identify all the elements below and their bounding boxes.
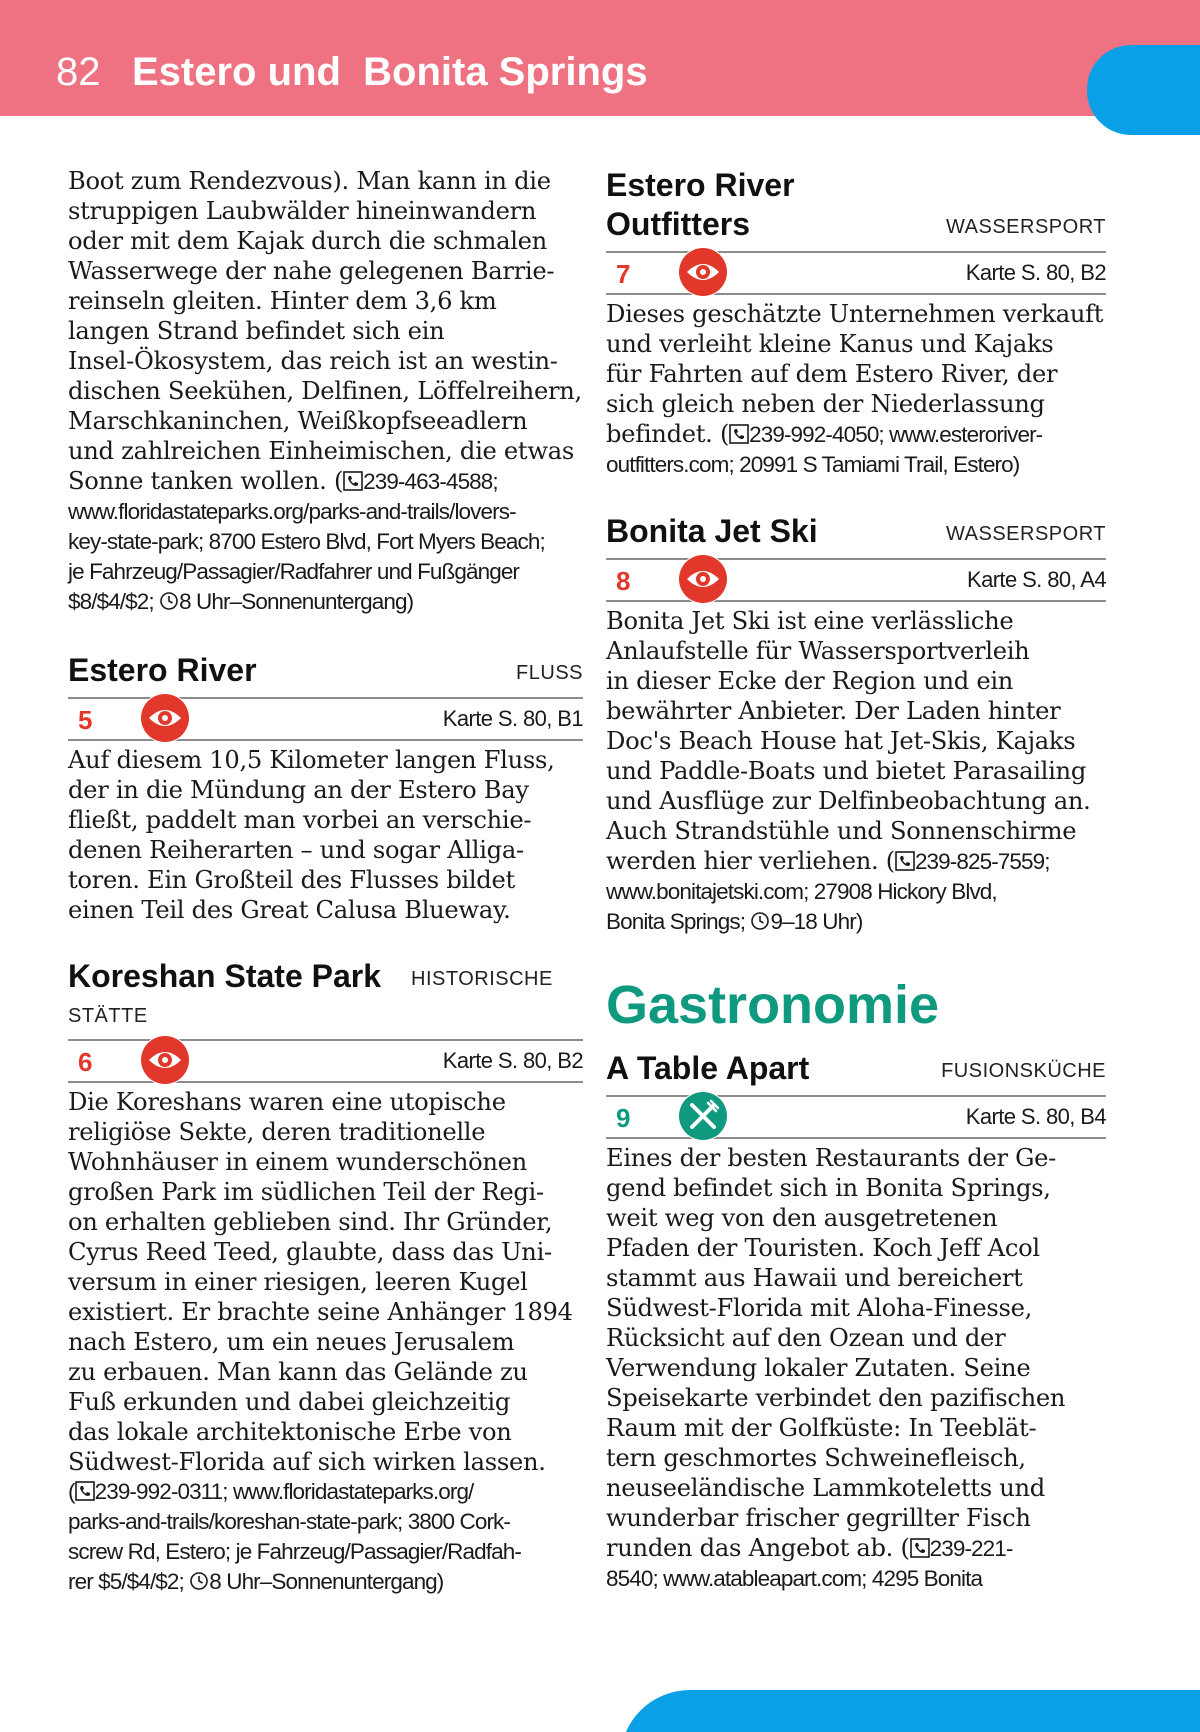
- text-line: Dieses geschätzte Unternehmen verkauft: [606, 300, 1104, 328]
- entry-description: [606, 606, 1106, 877]
- info-line: [68, 587, 583, 617]
- text-line: Boot zum Rendezvous). Man kann in die: [68, 167, 551, 195]
- text-line: bewährter Anbieter. Der Laden hinter: [606, 697, 1061, 725]
- text-line: Raum mit der Golfküste: In Teeblät-: [606, 1414, 1037, 1442]
- entry-header: [68, 957, 583, 995]
- entry-title: Bonita Jet Ski: [606, 513, 818, 549]
- entry-info: [606, 450, 1106, 480]
- entry-bonita-jet-ski: [606, 512, 1106, 937]
- entry-number: 9: [616, 1103, 631, 1133]
- text-line: das lokale architektonische Erbe von: [68, 1418, 512, 1446]
- text-line: Auch Strandstühle und Sonnenschirme: [606, 817, 1077, 845]
- entry-title-continued: Outfitters: [606, 206, 750, 242]
- text-line: toren. Ein Großteil des Flusses bildet: [68, 866, 515, 894]
- entry-category: WASSERSPORT: [946, 523, 1106, 545]
- entry-title: A Table Apart: [606, 1050, 810, 1086]
- text-line: oder mit dem Kajak durch die schmalen: [68, 227, 547, 255]
- text-line: und Paddle-Boats und bietet Parasailing: [606, 757, 1086, 785]
- entry-meta-row: [606, 1095, 1106, 1139]
- entry-header: [68, 651, 583, 689]
- text-line: in dieser Ecke der Region und ein: [606, 667, 1014, 695]
- info-line[interactable]: www.floridastateparks.org/parks-and-trails/lovers-: [68, 499, 516, 524]
- text-fragment: runden das Angebot ab. (: [606, 1534, 910, 1562]
- eye-icon: [678, 247, 728, 297]
- entry-meta-row: [68, 697, 583, 741]
- text-line: langen Strand befindet sich ein: [68, 317, 445, 345]
- info-line: parks-and-trails/koreshan-state-park; 3800 Cork-: [68, 1509, 511, 1534]
- clock-icon: [159, 591, 179, 611]
- info-line: [68, 1477, 583, 1507]
- intro-text: [68, 166, 583, 497]
- left-column: [68, 166, 583, 1597]
- clock-icon: [750, 911, 770, 931]
- entry-title: Estero River: [68, 652, 257, 688]
- text-line: Marschkaninchen, Weißkopfseeadlern: [68, 407, 528, 435]
- text-line: und verleiht kleine Kanus und Kajaks: [606, 330, 1054, 358]
- text-fragment: Sonne tanken wollen. (: [68, 467, 344, 495]
- clock-icon: [189, 1571, 209, 1591]
- text-line: für Fahrten auf dem Estero River, der: [606, 360, 1058, 388]
- text-line: zu erbauen. Man kann das Gelände zu: [68, 1358, 528, 1386]
- info-line: [68, 1567, 583, 1597]
- phone-icon: [729, 424, 749, 444]
- hours-text: 8 Uhr–Sonnenuntergang): [179, 589, 414, 614]
- map-reference: Karte S. 80, A4: [967, 567, 1106, 592]
- info-line: [606, 907, 1106, 937]
- entry-koreshan-state-park: [68, 957, 583, 1597]
- page-number: 82: [56, 50, 101, 94]
- entry-number: 5: [78, 705, 93, 735]
- section-title: Gastronomie: [606, 975, 940, 1035]
- phone-icon: [343, 471, 363, 491]
- hours-text: 9–18 Uhr): [770, 909, 863, 934]
- entry-meta-row: [68, 1039, 583, 1083]
- text-line: on erhalten geblieben sind. Ihr Gründer,: [68, 1208, 553, 1236]
- entry-number: 6: [78, 1047, 93, 1077]
- text-line: Eines der besten Restaurants der Ge-: [606, 1144, 1057, 1172]
- price-text: $8/$4/$2;: [68, 589, 160, 614]
- entry-category-continued: STÄTTE: [68, 1005, 148, 1027]
- entry-category: FLUSS: [516, 662, 583, 684]
- entry-title: Koreshan State Park: [68, 958, 382, 994]
- text-line: neuseeländische Lammkoteletts und: [606, 1474, 1045, 1502]
- entry-description: [606, 299, 1106, 450]
- phone-number[interactable]: 239-825-7559;: [914, 849, 1050, 874]
- text-line: Insel-Ökosystem, das reich ist an westin-: [68, 347, 558, 375]
- page-title: Estero und Bonita Springs: [132, 50, 648, 94]
- entry-description: [68, 745, 583, 925]
- entry-description: [68, 1087, 583, 1477]
- text-line: [606, 846, 1106, 877]
- text-line: Südwest-Florida auf sich wirken lassen.: [68, 1448, 546, 1476]
- text-line: Südwest-Florida mit Aloha-Finesse,: [606, 1294, 1032, 1322]
- text-line: der in die Mündung an der Estero Bay: [68, 776, 529, 804]
- page-header: [0, 0, 1200, 116]
- entry-description: [606, 1143, 1106, 1564]
- text-line: [68, 466, 583, 497]
- phone-info: [895, 849, 1050, 874]
- entry-info: [606, 877, 1106, 937]
- phone-info: [343, 469, 498, 494]
- phone-number[interactable]: 239-992-0311; www.floridastateparks.org/: [94, 1479, 474, 1504]
- text-line: gend befindet sich in Bonita Springs,: [606, 1174, 1051, 1202]
- info-line: je Fahrzeug/Passagier/Radfahrer und Fußgänger: [68, 559, 520, 584]
- text-line: Cyrus Reed Teed, glaubte, dass das Uni-: [68, 1238, 552, 1266]
- phone-info: [729, 422, 1042, 447]
- text-line: und Ausflüge zur Delfinbeobachtung an.: [606, 787, 1091, 815]
- entry-number: 7: [616, 259, 631, 289]
- entry-info: [68, 1477, 583, 1597]
- entry-meta-row: [606, 251, 1106, 295]
- info-line[interactable]: www.bonitajetski.com; 27908 Hickory Blvd,: [606, 879, 997, 904]
- entry-number: 8: [616, 566, 631, 596]
- phone-icon: [75, 1481, 95, 1501]
- text-fragment: werden hier verliehen. (: [606, 847, 895, 875]
- text-line: sich gleich neben der Niederlassung: [606, 390, 1045, 418]
- fork-knife-icon: [678, 1091, 728, 1141]
- text-line: dischen Seekühen, Delfinen, Löffelreihern,: [68, 377, 582, 405]
- phone-info: [910, 1536, 1013, 1561]
- phone-number: 239-463-4588;: [363, 469, 498, 494]
- text-line: religiöse Sekte, deren traditionelle: [68, 1118, 486, 1146]
- map-reference: Karte S. 80, B4: [965, 1104, 1106, 1129]
- text-line: reinseln gleiten. Hinter dem 3,6 km: [68, 287, 497, 315]
- text-fragment: befindet. (: [606, 420, 730, 448]
- info-line: key-state-park; 8700 Estero Blvd, Fort Myers Beach;: [68, 529, 545, 554]
- text-line: denen Reiherarten – und sogar Alliga-: [68, 836, 524, 864]
- text-line: existiert. Er brachte seine Anhänger 1894: [68, 1298, 573, 1326]
- text-line: weit weg von den ausgetretenen: [606, 1204, 998, 1232]
- text-line: Die Koreshans waren eine utopische: [68, 1088, 506, 1116]
- text-line: Rücksicht auf den Ozean und der: [606, 1324, 1006, 1352]
- text-line: fließt, paddelt man vorbei an verschie-: [68, 806, 532, 834]
- intro-info: [68, 497, 583, 617]
- phone-icon: [910, 1538, 930, 1558]
- info-line: outfitters.com; 20991 S Tamiami Trail, Estero): [606, 452, 1020, 477]
- text-line: Bonita Jet Ski ist eine verlässliche: [606, 607, 1014, 635]
- phone-number[interactable]: 239-992-4050; www.esteroriver-: [749, 422, 1043, 447]
- text-line: [606, 1533, 1106, 1564]
- text-line: Anlaufstelle für Wassersportverleih: [606, 637, 1030, 665]
- text-line: Auf diesem 10,5 Kilometer langen Fluss,: [68, 746, 555, 774]
- entry-header: [606, 1049, 1106, 1087]
- text-line: großen Park im südlichen Teil der Regi-: [68, 1178, 544, 1206]
- text-fragment: (: [68, 1479, 75, 1504]
- entry-category: HISTORISCHE: [411, 968, 553, 990]
- text-line: Fuß erkunden und dabei gleichzeitig: [68, 1388, 511, 1416]
- text-line: stammt aus Hawaii und bereichert: [606, 1264, 1023, 1292]
- map-reference: Karte S. 80, B1: [442, 706, 583, 731]
- text-line: und zahlreichen Einheimischen, die etwas: [68, 437, 574, 465]
- text-line: Doc's Beach House hat Jet-Skis, Kajaks: [606, 727, 1076, 755]
- entry-estero-river: [68, 651, 583, 925]
- hours-text: 8 Uhr–Sonnenuntergang): [209, 1569, 444, 1594]
- text-line: nach Estero, um ein neues Jerusalem: [68, 1328, 515, 1356]
- text-line: Wasserwege der nahe gelegenen Barrie-: [68, 257, 555, 285]
- text-line: [606, 419, 1106, 450]
- info-line[interactable]: 8540; www.atableapart.com; 4295 Bonita: [606, 1566, 983, 1591]
- entry-a-table-apart: [606, 1049, 1106, 1594]
- entry-header: [606, 512, 1106, 550]
- map-reference: Karte S. 80, B2: [442, 1048, 583, 1073]
- eye-icon: [140, 1035, 190, 1085]
- text-line: Speisekarte verbindet den pazifischen: [606, 1384, 1066, 1412]
- entry-estero-river-outfitters: [606, 165, 1106, 480]
- text-line: wunderbar frischer gegrillter Fisch: [606, 1504, 1031, 1532]
- section-tab-bottom: [620, 1690, 1200, 1732]
- info-line: screw Rd, Estero; je Fahrzeug/Passagier/Radfah-: [68, 1539, 521, 1564]
- text-line: einen Teil des Great Calusa Blueway.: [68, 896, 511, 924]
- eye-icon: [678, 554, 728, 604]
- eye-icon: [140, 693, 190, 743]
- right-column: [606, 165, 1106, 1594]
- text-line: struppigen Laubwälder hineinwandern: [68, 197, 537, 225]
- section-tab-top: [1087, 45, 1200, 135]
- price-text: rer $5/$4/$2;: [68, 1569, 190, 1594]
- text-line: versum in einer riesigen, leeren Kugel: [68, 1268, 528, 1296]
- phone-icon: [895, 851, 915, 871]
- entry-category: FUSIONSKÜCHE: [941, 1060, 1106, 1082]
- entry-category: WASSERSPORT: [946, 216, 1106, 238]
- entry-title: Estero River: [606, 167, 795, 203]
- entry-meta-row: [606, 558, 1106, 602]
- text-line: Wohnhäuser in einem wunderschönen: [68, 1148, 527, 1176]
- text-line: Pfaden der Touristen. Koch Jeff Acol: [606, 1234, 1040, 1262]
- map-reference: Karte S. 80, B2: [965, 260, 1106, 285]
- phone-number[interactable]: 239-221-: [929, 1536, 1013, 1561]
- entry-info: [606, 1564, 1106, 1594]
- text-line: Verwendung lokaler Zutaten. Seine: [606, 1354, 1031, 1382]
- entry-header: [606, 205, 1106, 243]
- text-line: tern geschmortes Schweinefleisch,: [606, 1444, 1026, 1472]
- location-text: Bonita Springs;: [606, 909, 751, 934]
